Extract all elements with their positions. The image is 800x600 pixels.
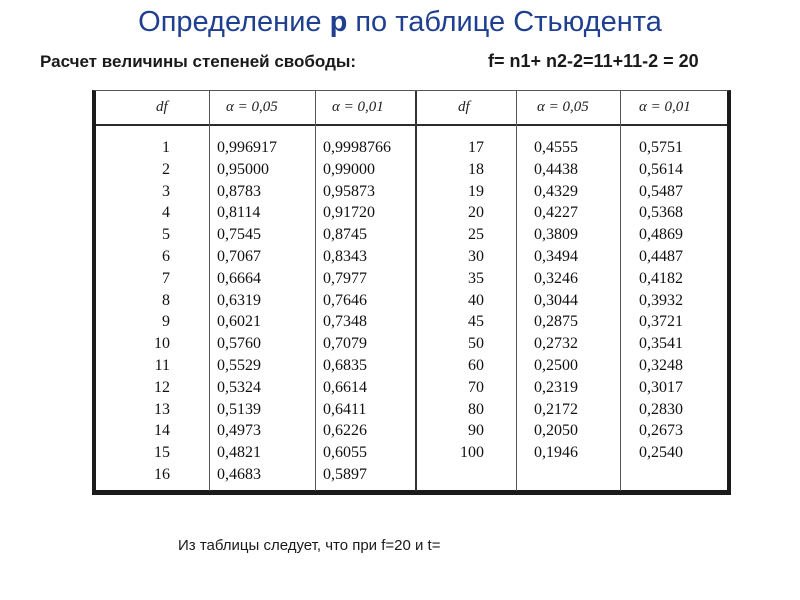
title-p-bold: р (329, 6, 348, 38)
column-a001-right (639, 137, 683, 464)
table-cell: 15 (154, 444, 170, 462)
table-cell: 0,4973 (217, 422, 261, 440)
table-cell: 0,8745 (323, 226, 367, 244)
table-cell: 0,5897 (323, 465, 367, 483)
table-cell: 0,5760 (217, 335, 261, 353)
column-df-right (436, 137, 484, 464)
table-cell: 2 (162, 160, 170, 178)
column-divider (516, 91, 517, 491)
table-cell: 0,4683 (217, 465, 261, 483)
title-part-1: Определение (138, 6, 330, 38)
column-a005-left (217, 137, 277, 486)
header-a005-left: α = 0,05 (226, 99, 278, 115)
table-cell: 0,4869 (639, 226, 683, 244)
table-cell: 0,5529 (217, 356, 261, 374)
table-cell: 100 (460, 444, 484, 462)
table-cell: 16 (154, 465, 170, 483)
header-a001-left: α = 0,01 (332, 99, 384, 115)
table-cell: 0,7348 (323, 313, 367, 331)
table-cell: 0,6614 (323, 378, 367, 396)
table-cell: 0,4438 (534, 160, 578, 178)
table-cell: 0,7977 (323, 269, 367, 287)
table-cell: 5 (162, 226, 170, 244)
table-cell: 13 (154, 400, 170, 418)
table-cell: 0,6411 (323, 400, 367, 418)
table-cell: 0,2319 (534, 378, 578, 396)
table-cell: 0,4555 (534, 139, 578, 156)
table-cell: 70 (468, 378, 484, 396)
table-cell: 50 (468, 335, 484, 353)
table-cell: 0,6226 (323, 422, 367, 440)
table-cell: 45 (468, 313, 484, 331)
table-cell: 0,2500 (534, 356, 578, 374)
table-cell: 0,5751 (639, 139, 683, 156)
table-cell: 14 (154, 422, 170, 440)
degrees-of-freedom-formula: f= n1+ n2-2=11+11-2 = 20 (488, 51, 699, 71)
table-cell: 19 (468, 182, 484, 200)
degrees-of-freedom-label: Расчет величины степеней свободы: (40, 52, 357, 71)
table-cell: 0,8114 (217, 204, 261, 222)
table-cell: 18 (468, 160, 484, 178)
header-a005-right: α = 0,05 (537, 99, 589, 115)
table-cell: 0,5614 (639, 160, 683, 178)
table-cell: 0,4487 (639, 247, 683, 265)
title-part-2: по таблице Стьюдента (347, 6, 662, 38)
table-cell: 0,5368 (639, 204, 683, 222)
table-cell: 35 (468, 269, 484, 287)
table-cell: 8 (162, 291, 170, 309)
column-a005-right (534, 137, 578, 464)
table-cell: 0,5487 (639, 182, 683, 200)
table-cell: 0,2830 (639, 400, 683, 418)
table-cell: 12 (154, 378, 170, 396)
table-cell: 0,6021 (217, 313, 261, 331)
table-cell: 0,3721 (639, 313, 683, 331)
table-cell: 0,6319 (217, 291, 261, 309)
table-cell: 0,95873 (323, 182, 375, 200)
table-cell: 10 (154, 335, 170, 353)
table-cell: 6 (162, 247, 170, 265)
table-cell: 25 (468, 226, 484, 244)
table-cell: 0,91720 (323, 204, 375, 222)
column-df-left (136, 137, 170, 486)
table-cell: 0,2732 (534, 335, 578, 353)
table-cell: 0,7646 (323, 291, 367, 309)
table-cell: 0,7079 (323, 335, 367, 353)
table-cell: 0,95000 (217, 160, 269, 178)
table-cell: 0,3932 (639, 291, 683, 309)
table-cell: 0,2172 (534, 400, 578, 418)
table-cell: 0,3044 (534, 291, 578, 309)
table-cell: 0,5324 (217, 378, 261, 396)
table-cell: 0,3017 (639, 378, 683, 396)
column-divider (620, 91, 621, 491)
table-cell: 0,2875 (534, 313, 578, 331)
table-cell: 0,99000 (323, 160, 375, 178)
table-cell: 0,3494 (534, 247, 578, 265)
table-cell: 30 (468, 247, 484, 265)
column-divider (315, 91, 316, 491)
table-cell: 1 (162, 139, 170, 156)
header-a001-right: α = 0,01 (639, 99, 691, 115)
table-cell: 0,2050 (534, 422, 578, 440)
table-cell: 0,1946 (534, 444, 578, 462)
conclusion-text: Из таблицы следует, что при f=20 и t= (178, 537, 441, 554)
table-cell: 0,7545 (217, 226, 261, 244)
column-a001-left (323, 137, 391, 486)
table-cell: 0,996917 (217, 139, 277, 156)
column-divider (209, 91, 210, 491)
table-cell: 0,8783 (217, 182, 261, 200)
student-table (92, 90, 731, 495)
table-cell: 0,9998766 (323, 139, 391, 156)
table-cell: 90 (468, 422, 484, 440)
table-cell: 60 (468, 356, 484, 374)
table-cell: 80 (468, 400, 484, 418)
table-cell: 40 (468, 291, 484, 309)
table-cell: 0,8343 (323, 247, 367, 265)
table-mid-divider (415, 91, 417, 491)
table-cell: 0,2540 (639, 444, 683, 462)
table-cell: 7 (162, 269, 170, 287)
table-cell: 9 (162, 313, 170, 331)
table-cell: 11 (154, 356, 170, 374)
slide-title (0, 6, 800, 39)
table-cell: 4 (162, 204, 170, 222)
header-df-right: df (458, 99, 470, 115)
table-cell: 0,5139 (217, 400, 261, 418)
table-header-row (96, 91, 727, 126)
table-cell: 20 (468, 204, 484, 222)
table-cell: 0,4227 (534, 204, 578, 222)
table-cell: 0,3246 (534, 269, 578, 287)
table-cell: 0,6835 (323, 356, 367, 374)
header-df-left: df (156, 99, 168, 115)
table-cell: 0,3248 (639, 356, 683, 374)
table-cell: 0,2673 (639, 422, 683, 440)
table-cell: 0,3541 (639, 335, 683, 353)
table-cell: 0,3809 (534, 226, 578, 244)
table-cell: 17 (468, 139, 484, 156)
table-cell: 3 (162, 182, 170, 200)
table-cell: 0,4329 (534, 182, 578, 200)
table-cell: 0,6055 (323, 444, 367, 462)
table-cell: 0,7067 (217, 247, 261, 265)
table-cell: 0,4821 (217, 444, 261, 462)
table-cell: 0,4182 (639, 269, 683, 287)
table-cell: 0,6664 (217, 269, 261, 287)
